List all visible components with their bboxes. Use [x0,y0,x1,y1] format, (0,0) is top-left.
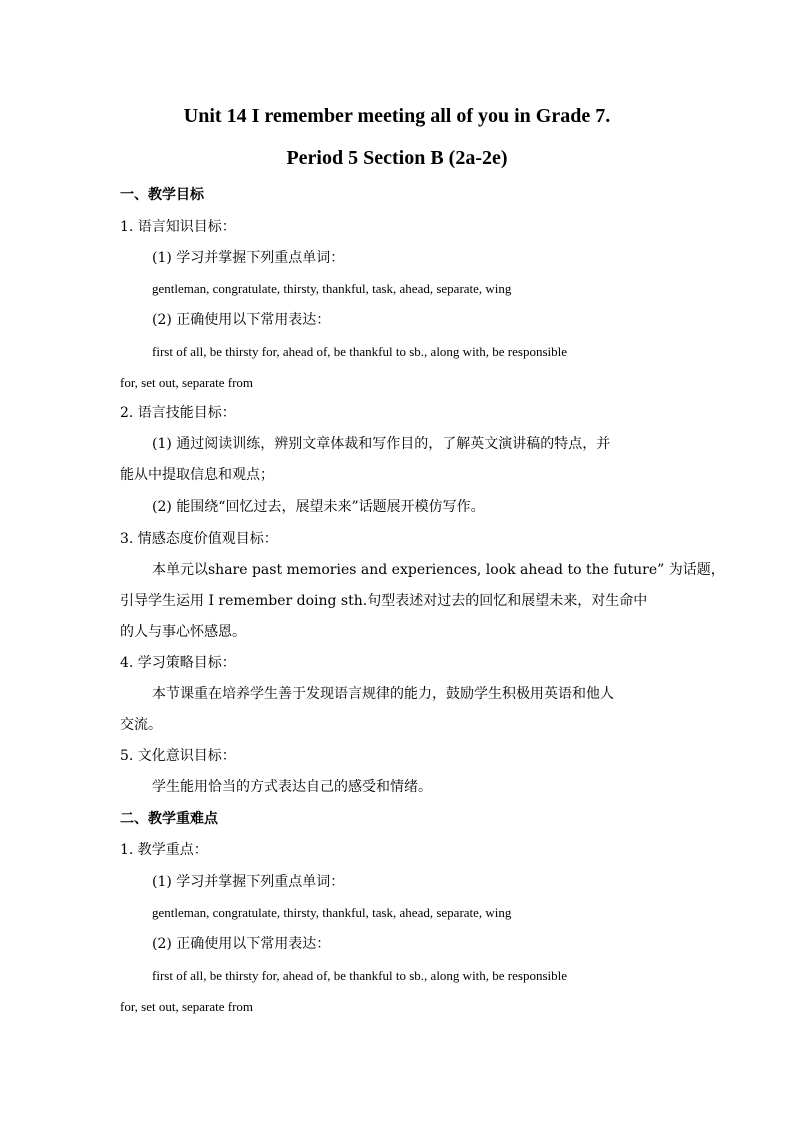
section-heading-objectives: 一、教学目标 [120,187,204,203]
document-subtitle: Period 5 Section B (2a-2e) [286,147,508,169]
key-point-1-expressions-line2: for, set out, separate from [120,999,254,1014]
key-point-1-sub2: (2) 正确使用以下常用表达： [152,936,331,952]
objective-2-sub1-line2: 能从中提取信息和观点； [120,467,274,483]
objective-2-heading: 2. 语言技能目标： [120,405,236,421]
document-title: Unit 14 I remember meeting all of you in Grade 7. [183,105,611,127]
objective-3-line1: 本单元以share past memories and experiences, look ahead to the future” 为话题， [152,562,725,578]
objective-1-sub2: (2) 正确使用以下常用表达： [152,312,331,328]
objective-3-line3: 的人与事心怀感恩。 [120,624,246,640]
objective-1-heading: 1. 语言知识目标： [120,219,236,235]
key-point-1-heading: 1. 教学重点： [120,842,208,858]
objective-3-line2: 引导学生运用 I remember doing sth.句型表述对过去的回忆和展望未来，对生命中 [120,593,648,609]
objective-1-sub1: (1) 学习并掌握下列重点单词： [152,250,345,266]
section-heading-key-points: 二、教学重难点 [120,811,218,827]
objective-2-sub1-line1: (1) 通过阅读训练，辨别文章体裁和写作目的，了解英文演讲稿的特点，并 [152,436,611,452]
objective-5-heading: 5. 文化意识目标： [120,748,236,764]
objective-1-expressions-line1: first of all, be thirsty for, ahead of, be thankful to sb., along with, be responsible [152,344,568,359]
objective-2-sub2: (2) 能围绕“回忆过去，展望未来”话题展开模仿写作。 [152,499,485,515]
objective-5-line1: 学生能用恰当的方式表达自己的感受和情绪。 [152,779,432,795]
objective-4-heading: 4. 学习策略目标： [120,655,236,671]
key-point-1-expressions-line1: first of all, be thirsty for, ahead of, be thankful to sb., along with, be responsible [152,968,568,983]
key-point-1-sub1: (1) 学习并掌握下列重点单词： [152,874,345,890]
objective-3-heading: 3. 情感态度价值观目标： [120,531,278,547]
objective-1-words: gentleman, congratulate, thirsty, thankful, task, ahead, separate, wing [152,281,512,296]
key-point-1-words: gentleman, congratulate, thirsty, thankful, task, ahead, separate, wing [152,905,512,920]
objective-4-line1: 本节课重在培养学生善于发现语言规律的能力，鼓励学生积极用英语和他人 [152,686,614,702]
objective-4-line2: 交流。 [120,717,162,733]
objective-1-expressions-line2: for, set out, separate from [120,375,254,390]
